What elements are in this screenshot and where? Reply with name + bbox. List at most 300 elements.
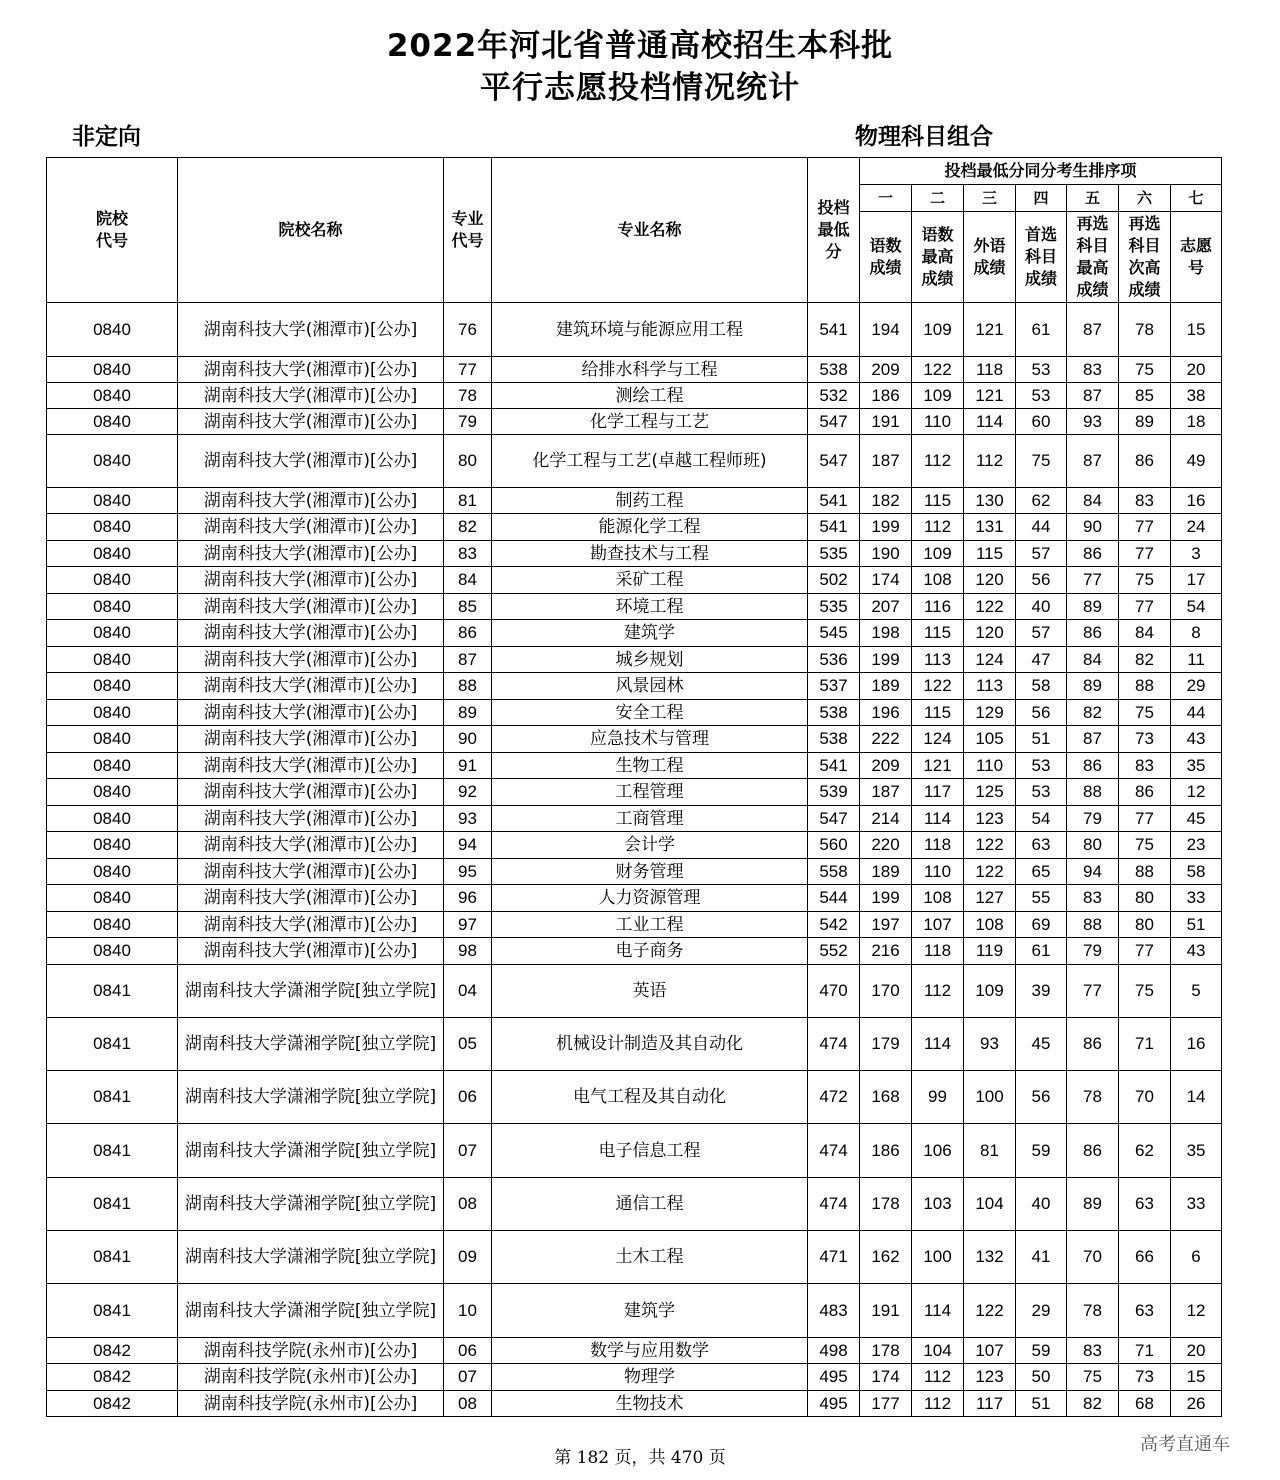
school-name-cell: 湖南科技大学(湘潭市)[公办] [178,859,444,885]
elective-second-cell: 83 [1119,488,1171,514]
min-score-cell: 495 [808,1391,860,1417]
min-score-cell: 539 [808,779,860,806]
major-code-cell: 81 [444,488,492,514]
min-score-cell: 538 [808,357,860,383]
min-score-cell: 547 [808,409,860,435]
elective-second-cell: 78 [1119,303,1171,357]
major-name-cell: 英语 [492,965,808,1018]
elective-max-cell: 90 [1067,514,1119,541]
header-rank: 二 [912,185,964,212]
major-name-cell: 城乡规划 [492,647,808,673]
chinese-math-max-cell: 110 [912,409,964,435]
page-title-line2: 平行志愿投档情况统计 [480,70,800,106]
school-name-cell: 湖南科技大学(湘潭市)[公办] [178,357,444,383]
chinese-math-score-cell: 186 [860,1124,912,1178]
chinese-math-score-cell: 189 [860,859,912,885]
school-name-cell: 湖南科技学院(永州市)[公办] [178,1364,444,1391]
chinese-math-score-cell: 174 [860,1364,912,1391]
header-major-name: 专业名称 [492,158,808,303]
min-score-cell: 483 [808,1284,860,1338]
major-name-cell: 电子信息工程 [492,1124,808,1178]
table-row [47,700,1222,726]
min-score-cell: 560 [808,832,860,859]
school-code-cell: 0840 [47,912,178,938]
min-score-cell: 495 [808,1364,860,1391]
school-code-cell: 0841 [47,1231,178,1284]
chinese-math-max-cell: 109 [912,383,964,409]
chinese-math-max-cell: 112 [912,965,964,1018]
school-name-cell: 湖南科技大学(湘潭市)[公办] [178,541,444,567]
major-code-cell: 04 [444,965,492,1018]
school-name-cell: 湖南科技大学(湘潭市)[公办] [178,383,444,409]
major-name-cell: 勘查技术与工程 [492,541,808,567]
chinese-math-score-cell: 207 [860,594,912,620]
school-code-cell: 0840 [47,647,178,673]
chinese-math-max-cell: 114 [912,806,964,832]
major-code-cell: 08 [444,1178,492,1231]
preference-no-cell: 14 [1171,1071,1222,1124]
preference-no-cell: 54 [1171,594,1222,620]
min-score-cell: 544 [808,885,860,912]
preference-no-cell: 33 [1171,885,1222,912]
elective-second-cell: 86 [1119,779,1171,806]
school-code-cell: 0841 [47,1178,178,1231]
chinese-math-score-cell: 199 [860,514,912,541]
first-subject-cell: 44 [1016,514,1067,541]
major-name-cell: 制药工程 [492,488,808,514]
chinese-math-max-cell: 110 [912,859,964,885]
min-score-cell: 532 [808,383,860,409]
chinese-math-score-cell: 209 [860,357,912,383]
foreign-lang-cell: 100 [964,1071,1016,1124]
school-name-cell: 湖南科技大学(湘潭市)[公办] [178,912,444,938]
elective-second-cell: 75 [1119,832,1171,859]
major-name-cell: 采矿工程 [492,567,808,594]
foreign-lang-cell: 121 [964,303,1016,357]
school-name-cell: 湖南科技大学(湘潭市)[公办] [178,779,444,806]
elective-second-cell: 77 [1119,514,1171,541]
major-code-cell: 92 [444,779,492,806]
elective-max-cell: 87 [1067,435,1119,488]
preference-no-cell: 5 [1171,965,1222,1018]
table-row [47,435,1222,488]
school-code-cell: 0840 [47,357,178,383]
school-code-cell: 0840 [47,514,178,541]
first-subject-cell: 53 [1016,779,1067,806]
school-code-cell: 0840 [47,885,178,912]
major-code-cell: 06 [444,1071,492,1124]
school-code-cell: 0842 [47,1364,178,1391]
elective-max-cell: 79 [1067,938,1119,965]
header-tiebreak-item: 外语成绩 [964,212,1016,303]
min-score-cell: 547 [808,806,860,832]
table-row [47,938,1222,965]
chinese-math-max-cell: 124 [912,726,964,753]
first-subject-cell: 29 [1016,1284,1067,1338]
school-name-cell: 湖南科技大学(湘潭市)[公办] [178,409,444,435]
first-subject-cell: 54 [1016,806,1067,832]
major-code-cell: 98 [444,938,492,965]
elective-second-cell: 68 [1119,1391,1171,1417]
chinese-math-score-cell: 222 [860,726,912,753]
major-name-cell: 应急技术与管理 [492,726,808,753]
foreign-lang-cell: 129 [964,700,1016,726]
elective-max-cell: 87 [1067,303,1119,357]
header-tiebreak-group: 投档最低分同分考生排序项 [860,158,1222,185]
major-code-cell: 96 [444,885,492,912]
foreign-lang-cell: 114 [964,409,1016,435]
foreign-lang-cell: 127 [964,885,1016,912]
major-code-cell: 05 [444,1018,492,1071]
elective-second-cell: 75 [1119,700,1171,726]
elective-second-cell: 82 [1119,647,1171,673]
school-name-cell: 湖南科技大学(湘潭市)[公办] [178,806,444,832]
foreign-lang-cell: 113 [964,673,1016,700]
elective-max-cell: 89 [1067,594,1119,620]
school-name-cell: 湖南科技大学潇湘学院[独立学院] [178,1071,444,1124]
major-name-cell: 生物技术 [492,1391,808,1417]
chinese-math-score-cell: 189 [860,673,912,700]
preference-no-cell: 6 [1171,1231,1222,1284]
watermark: 高考直通车 [1140,1434,1230,1455]
chinese-math-max-cell: 121 [912,753,964,779]
major-name-cell: 通信工程 [492,1178,808,1231]
header-tiebreak-item: 再选科目最高成绩 [1067,212,1119,303]
school-code-cell: 0840 [47,832,178,859]
elective-max-cell: 82 [1067,700,1119,726]
foreign-lang-cell: 93 [964,1018,1016,1071]
min-score-cell: 474 [808,1018,860,1071]
chinese-math-score-cell: 177 [860,1391,912,1417]
elective-max-cell: 80 [1067,832,1119,859]
first-subject-cell: 51 [1016,726,1067,753]
elective-max-cell: 83 [1067,885,1119,912]
table-row [47,726,1222,753]
foreign-lang-cell: 107 [964,1338,1016,1364]
school-name-cell: 湖南科技学院(永州市)[公办] [178,1338,444,1364]
school-code-cell: 0842 [47,1338,178,1364]
first-subject-cell: 59 [1016,1338,1067,1364]
major-name-cell: 生物工程 [492,753,808,779]
chinese-math-score-cell: 199 [860,647,912,673]
elective-second-cell: 77 [1119,594,1171,620]
chinese-math-score-cell: 187 [860,435,912,488]
elective-max-cell: 86 [1067,753,1119,779]
preference-no-cell: 12 [1171,779,1222,806]
elective-max-cell: 83 [1067,357,1119,383]
preference-no-cell: 23 [1171,832,1222,859]
foreign-lang-cell: 109 [964,965,1016,1018]
school-code-cell: 0840 [47,938,178,965]
table-row [47,1364,1222,1391]
school-name-cell: 湖南科技大学(湘潭市)[公办] [178,514,444,541]
elective-max-cell: 83 [1067,1338,1119,1364]
min-score-cell: 541 [808,488,860,514]
major-name-cell: 会计学 [492,832,808,859]
table-row [47,885,1222,912]
header-min-score: 投档最低分 [808,158,860,303]
school-code-cell: 0840 [47,859,178,885]
foreign-lang-cell: 120 [964,567,1016,594]
first-subject-cell: 65 [1016,859,1067,885]
chinese-math-score-cell: 191 [860,1284,912,1338]
elective-max-cell: 94 [1067,859,1119,885]
major-code-cell: 97 [444,912,492,938]
elective-second-cell: 73 [1119,726,1171,753]
header-school-name: 院校名称 [178,158,444,303]
table-row [47,1124,1222,1178]
chinese-math-score-cell: 197 [860,912,912,938]
table-body [47,303,1222,1417]
elective-max-cell: 70 [1067,1231,1119,1284]
table-row [47,1178,1222,1231]
school-name-cell: 湖南科技大学(湘潭市)[公办] [178,435,444,488]
chinese-math-score-cell: 186 [860,383,912,409]
major-name-cell: 工商管理 [492,806,808,832]
major-name-cell: 化学工程与工艺 [492,409,808,435]
preference-no-cell: 51 [1171,912,1222,938]
chinese-math-max-cell: 114 [912,1018,964,1071]
first-subject-cell: 55 [1016,885,1067,912]
school-code-cell: 0840 [47,435,178,488]
major-code-cell: 89 [444,700,492,726]
chinese-math-max-cell: 106 [912,1124,964,1178]
first-subject-cell: 57 [1016,541,1067,567]
major-name-cell: 电气工程及其自动化 [492,1071,808,1124]
preference-no-cell: 16 [1171,488,1222,514]
major-code-cell: 09 [444,1231,492,1284]
elective-max-cell: 86 [1067,1124,1119,1178]
major-code-cell: 87 [444,647,492,673]
major-name-cell: 数学与应用数学 [492,1338,808,1364]
major-code-cell: 91 [444,753,492,779]
elective-second-cell: 71 [1119,1018,1171,1071]
chinese-math-max-cell: 103 [912,1178,964,1231]
chinese-math-max-cell: 115 [912,620,964,647]
table-row [47,965,1222,1018]
school-name-cell: 湖南科技大学(湘潭市)[公办] [178,885,444,912]
school-name-cell: 湖南科技大学(湘潭市)[公办] [178,673,444,700]
chinese-math-max-cell: 112 [912,1391,964,1417]
school-name-cell: 湖南科技大学潇湘学院[独立学院] [178,965,444,1018]
school-code-cell: 0841 [47,1284,178,1338]
foreign-lang-cell: 123 [964,1364,1016,1391]
chinese-math-max-cell: 116 [912,594,964,620]
header-tiebreak-item: 再选科目次高成绩 [1119,212,1171,303]
table-row [47,488,1222,514]
major-name-cell: 风景园林 [492,673,808,700]
school-code-cell: 0840 [47,383,178,409]
table-row [47,620,1222,647]
header-rank: 三 [964,185,1016,212]
table-header [47,158,1222,303]
preference-no-cell: 24 [1171,514,1222,541]
school-code-cell: 0840 [47,541,178,567]
chinese-math-max-cell: 108 [912,567,964,594]
first-subject-cell: 59 [1016,1124,1067,1178]
foreign-lang-cell: 105 [964,726,1016,753]
school-code-cell: 0841 [47,965,178,1018]
preference-no-cell: 20 [1171,357,1222,383]
chinese-math-score-cell: 174 [860,567,912,594]
elective-second-cell: 84 [1119,620,1171,647]
min-score-cell: 552 [808,938,860,965]
table-row [47,912,1222,938]
chinese-math-max-cell: 112 [912,514,964,541]
chinese-math-score-cell: 194 [860,303,912,357]
major-code-cell: 79 [444,409,492,435]
min-score-cell: 470 [808,965,860,1018]
first-subject-cell: 51 [1016,1391,1067,1417]
school-name-cell: 湖南科技大学潇湘学院[独立学院] [178,1231,444,1284]
elective-second-cell: 62 [1119,1124,1171,1178]
elective-second-cell: 66 [1119,1231,1171,1284]
school-code-cell: 0840 [47,779,178,806]
chinese-math-score-cell: 216 [860,938,912,965]
school-name-cell: 湖南科技大学(湘潭市)[公办] [178,700,444,726]
preference-no-cell: 38 [1171,383,1222,409]
preference-no-cell: 15 [1171,303,1222,357]
table-row [47,806,1222,832]
foreign-lang-cell: 115 [964,541,1016,567]
header-school-code: 院校代号 [47,158,178,303]
table-row [47,1284,1222,1338]
first-subject-cell: 40 [1016,1178,1067,1231]
major-name-cell: 土木工程 [492,1231,808,1284]
chinese-math-max-cell: 99 [912,1071,964,1124]
preference-no-cell: 8 [1171,620,1222,647]
major-code-cell: 82 [444,514,492,541]
first-subject-cell: 39 [1016,965,1067,1018]
elective-max-cell: 78 [1067,1071,1119,1124]
min-score-cell: 538 [808,726,860,753]
chinese-math-max-cell: 107 [912,912,964,938]
major-code-cell: 93 [444,806,492,832]
major-name-cell: 人力资源管理 [492,885,808,912]
elective-max-cell: 89 [1067,673,1119,700]
major-code-cell: 90 [444,726,492,753]
preference-no-cell: 11 [1171,647,1222,673]
preference-no-cell: 29 [1171,673,1222,700]
chinese-math-score-cell: 199 [860,885,912,912]
major-code-cell: 88 [444,673,492,700]
chinese-math-max-cell: 122 [912,357,964,383]
foreign-lang-cell: 119 [964,938,1016,965]
elective-second-cell: 75 [1119,357,1171,383]
foreign-lang-cell: 118 [964,357,1016,383]
major-code-cell: 95 [444,859,492,885]
elective-max-cell: 89 [1067,1178,1119,1231]
first-subject-cell: 62 [1016,488,1067,514]
first-subject-cell: 56 [1016,1071,1067,1124]
foreign-lang-cell: 132 [964,1231,1016,1284]
major-code-cell: 85 [444,594,492,620]
table-row [47,832,1222,859]
elective-max-cell: 78 [1067,1284,1119,1338]
min-score-cell: 537 [808,673,860,700]
school-code-cell: 0840 [47,753,178,779]
header-major-code: 专业代号 [444,158,492,303]
foreign-lang-cell: 122 [964,832,1016,859]
preference-no-cell: 35 [1171,1124,1222,1178]
elective-second-cell: 83 [1119,753,1171,779]
school-code-cell: 0841 [47,1071,178,1124]
chinese-math-score-cell: 179 [860,1018,912,1071]
elective-second-cell: 80 [1119,885,1171,912]
elective-second-cell: 80 [1119,912,1171,938]
major-code-cell: 07 [444,1364,492,1391]
chinese-math-score-cell: 182 [860,488,912,514]
preference-no-cell: 12 [1171,1284,1222,1338]
elective-max-cell: 84 [1067,488,1119,514]
school-name-cell: 湖南科技大学(湘潭市)[公办] [178,938,444,965]
first-subject-cell: 57 [1016,620,1067,647]
chinese-math-score-cell: 196 [860,700,912,726]
first-subject-cell: 53 [1016,357,1067,383]
min-score-cell: 535 [808,541,860,567]
table-row [47,647,1222,673]
school-code-cell: 0840 [47,594,178,620]
chinese-math-max-cell: 122 [912,673,964,700]
table-row [47,1391,1222,1417]
first-subject-cell: 58 [1016,673,1067,700]
chinese-math-max-cell: 114 [912,1284,964,1338]
major-name-cell: 机械设计制造及其自动化 [492,1018,808,1071]
table-row [47,1071,1222,1124]
major-name-cell: 财务管理 [492,859,808,885]
min-score-cell: 474 [808,1124,860,1178]
elective-second-cell: 63 [1119,1178,1171,1231]
school-name-cell: 湖南科技学院(永州市)[公办] [178,1391,444,1417]
elective-second-cell: 88 [1119,859,1171,885]
school-code-cell: 0841 [47,1124,178,1178]
elective-max-cell: 86 [1067,1018,1119,1071]
major-name-cell: 物理学 [492,1364,808,1391]
preference-no-cell: 45 [1171,806,1222,832]
table-row [47,1231,1222,1284]
min-score-cell: 541 [808,514,860,541]
first-subject-cell: 69 [1016,912,1067,938]
elective-max-cell: 88 [1067,912,1119,938]
elective-max-cell: 79 [1067,806,1119,832]
school-name-cell: 湖南科技大学(湘潭市)[公办] [178,488,444,514]
preference-no-cell: 43 [1171,726,1222,753]
school-name-cell: 湖南科技大学(湘潭市)[公办] [178,647,444,673]
elective-max-cell: 75 [1067,1364,1119,1391]
chinese-math-score-cell: 198 [860,620,912,647]
school-code-cell: 0840 [47,700,178,726]
table-row [47,541,1222,567]
elective-second-cell: 70 [1119,1071,1171,1124]
elective-second-cell: 73 [1119,1364,1171,1391]
table-row [47,514,1222,541]
table-row [47,357,1222,383]
major-name-cell: 工业工程 [492,912,808,938]
school-name-cell: 湖南科技大学(湘潭市)[公办] [178,620,444,647]
chinese-math-score-cell: 162 [860,1231,912,1284]
elective-second-cell: 85 [1119,383,1171,409]
elective-max-cell: 88 [1067,779,1119,806]
min-score-cell: 538 [808,700,860,726]
first-subject-cell: 56 [1016,700,1067,726]
major-name-cell: 给排水科学与工程 [492,357,808,383]
major-code-cell: 83 [444,541,492,567]
foreign-lang-cell: 122 [964,1284,1016,1338]
school-name-cell: 湖南科技大学(湘潭市)[公办] [178,567,444,594]
school-name-cell: 湖南科技大学潇湘学院[独立学院] [178,1284,444,1338]
min-score-cell: 541 [808,303,860,357]
min-score-cell: 542 [808,912,860,938]
